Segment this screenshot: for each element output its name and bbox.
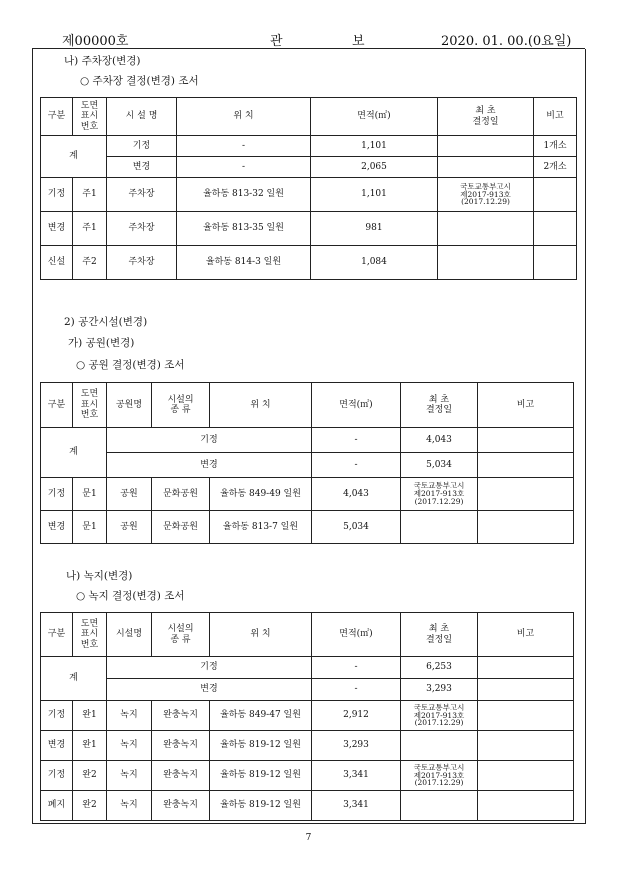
table-cell: 문화공원: [152, 511, 210, 544]
gazette-title-a: 관: [270, 34, 283, 49]
table-header-row: [41, 383, 574, 428]
table-cell: 주1: [73, 178, 107, 212]
total-cell: [438, 136, 534, 157]
table-cell: 2,912: [312, 701, 401, 731]
column-header: 면적(㎡): [311, 98, 438, 136]
table-cell: 율하동 819-12 일원: [210, 731, 312, 761]
column-header: 도면 표시 번호: [73, 383, 107, 428]
column-header: 도면 표시 번호: [73, 613, 107, 657]
table-cell: [534, 212, 577, 246]
table-cell: 변경: [41, 511, 73, 544]
total-row: [41, 428, 574, 453]
column-header: 도면 표시 번호: [73, 98, 107, 136]
total-row: [41, 453, 574, 478]
column-header: 비고: [534, 98, 577, 136]
table-header-row: [41, 98, 577, 136]
table-cell: 주2: [73, 246, 107, 280]
table-cell: [478, 761, 574, 791]
table-cell: 녹지: [107, 761, 152, 791]
table-cell: 변경: [41, 731, 73, 761]
total-cell: [438, 157, 534, 178]
parking-heading: 나) 주차장(변경): [64, 55, 141, 67]
park-heading: 가) 공원(변경): [68, 337, 135, 349]
table-cell: 율하동 813-7 일원: [210, 511, 312, 544]
table-cell: 완충녹지: [152, 761, 210, 791]
table-cell: 율하동 813-32 일원: [177, 178, 311, 212]
column-header: 면적(㎡): [312, 613, 401, 657]
table-cell: 율하동 849-47 일원: [210, 701, 312, 731]
table-cell: 3,341: [312, 791, 401, 821]
total-cell: 기정: [107, 428, 312, 453]
column-header: 공원명: [107, 383, 152, 428]
table-row: [41, 701, 574, 731]
table-cell: 공원: [107, 511, 152, 544]
column-header: 면적(㎡): [312, 383, 401, 428]
table-cell: 신설: [41, 246, 73, 280]
table-cell: 기정: [41, 701, 73, 731]
table-cell: 율하동 819-12 일원: [210, 761, 312, 791]
issue-date: 2020. 01. 00.(0요일): [441, 34, 572, 49]
total-cell: [478, 453, 574, 478]
total-cell: 5,034: [401, 453, 478, 478]
table-cell: 녹지: [107, 701, 152, 731]
table-cell: [478, 701, 574, 731]
total-cell: 2,065: [311, 157, 438, 178]
total-cell: -: [312, 428, 401, 453]
table-row: [41, 511, 574, 544]
table-cell: 국토교통부고시 제2017-913호 (2017.12.29): [438, 178, 534, 212]
page-number: 7: [305, 833, 312, 843]
table-cell: 5,034: [312, 511, 401, 544]
column-header: 비고: [478, 383, 574, 428]
column-header: 구분: [41, 613, 73, 657]
total-row: [41, 679, 574, 701]
column-header: 위 치: [177, 98, 311, 136]
table-row: [41, 246, 577, 280]
table-cell: [401, 731, 478, 761]
total-cell: 1,101: [311, 136, 438, 157]
table-cell: 완1: [73, 701, 107, 731]
table-cell: 율하동 849-49 일원: [210, 478, 312, 511]
table-cell: 변경: [41, 212, 73, 246]
total-label: 계: [41, 428, 107, 478]
table-cell: 국토교통부고시 제2017-913호 (2017.12.29): [401, 478, 478, 511]
total-cell: -: [312, 453, 401, 478]
gazette-title-b: 보: [352, 34, 365, 49]
table-cell: 완충녹지: [152, 701, 210, 731]
table-cell: 문1: [73, 478, 107, 511]
total-cell: 기정: [107, 657, 312, 679]
parking-subheading: ○ 주차장 결정(변경) 조서: [80, 75, 199, 87]
table-cell: 완2: [73, 791, 107, 821]
table-cell: [401, 791, 478, 821]
green-table: [40, 612, 574, 821]
table-row: [41, 791, 574, 821]
table-cell: [478, 791, 574, 821]
total-cell: 4,043: [401, 428, 478, 453]
green-subheading: ○ 녹지 결정(변경) 조서: [76, 590, 185, 602]
total-row: [41, 136, 577, 157]
table-cell: [478, 478, 574, 511]
table-cell: 주차장: [107, 178, 177, 212]
table-cell: 4,043: [312, 478, 401, 511]
table-cell: 1,101: [311, 178, 438, 212]
table-cell: [534, 178, 577, 212]
column-header: 최 초 결정일: [438, 98, 534, 136]
table-cell: [478, 511, 574, 544]
table-cell: 국토교통부고시 제2017-913호 (2017.12.29): [401, 701, 478, 731]
total-cell: 3,293: [401, 679, 478, 701]
total-row: [41, 657, 574, 679]
table-cell: 녹지: [107, 731, 152, 761]
table-row: [41, 761, 574, 791]
total-cell: [478, 657, 574, 679]
total-cell: -: [177, 136, 311, 157]
column-header: 최 초 결정일: [401, 613, 478, 657]
table-row: [41, 478, 574, 511]
table-row: [41, 731, 574, 761]
total-cell: [478, 679, 574, 701]
total-cell: 2개소: [534, 157, 577, 178]
table-cell: 완충녹지: [152, 731, 210, 761]
table-cell: 주차장: [107, 246, 177, 280]
total-cell: 기정: [107, 136, 177, 157]
total-cell: 변경: [107, 453, 312, 478]
table-cell: 1,084: [311, 246, 438, 280]
total-cell: 6,253: [401, 657, 478, 679]
table-cell: 문1: [73, 511, 107, 544]
table-cell: 주1: [73, 212, 107, 246]
table-cell: 981: [311, 212, 438, 246]
column-header: 위 치: [210, 383, 312, 428]
table-row: [41, 178, 577, 212]
total-cell: [478, 428, 574, 453]
table-cell: 폐지: [41, 791, 73, 821]
column-header: 시설의 종 류: [152, 613, 210, 657]
table-cell: 녹지: [107, 791, 152, 821]
table-cell: [438, 212, 534, 246]
column-header: 시설의 종 류: [152, 383, 210, 428]
column-header: 구분: [41, 383, 73, 428]
table-cell: 3,293: [312, 731, 401, 761]
park-subheading: ○ 공원 결정(변경) 조서: [76, 359, 185, 371]
issue-number: 제00000호: [62, 34, 129, 49]
space-heading: 2) 공간시설(변경): [64, 316, 148, 328]
table-row: [41, 212, 577, 246]
table-cell: 공원: [107, 478, 152, 511]
total-cell: -: [312, 679, 401, 701]
column-header: 위 치: [210, 613, 312, 657]
table-cell: 완2: [73, 761, 107, 791]
column-header: 구분: [41, 98, 73, 136]
table-cell: [478, 731, 574, 761]
total-cell: 1개소: [534, 136, 577, 157]
total-cell: 변경: [107, 679, 312, 701]
table-cell: 율하동 813-35 일원: [177, 212, 311, 246]
total-row: [41, 157, 577, 178]
table-cell: 3,341: [312, 761, 401, 791]
total-cell: 변경: [107, 157, 177, 178]
total-cell: -: [177, 157, 311, 178]
total-label: 계: [41, 657, 107, 701]
table-cell: 율하동 814-3 일원: [177, 246, 311, 280]
table-cell: 율하동 819-12 일원: [210, 791, 312, 821]
column-header: 시설명: [107, 613, 152, 657]
table-cell: [401, 511, 478, 544]
table-cell: [534, 246, 577, 280]
parking-table: [40, 97, 577, 280]
table-cell: 기정: [41, 478, 73, 511]
table-cell: 국토교통부고시 제2017-913호 (2017.12.29): [401, 761, 478, 791]
column-header: 비고: [478, 613, 574, 657]
table-cell: 기정: [41, 178, 73, 212]
table-cell: 기정: [41, 761, 73, 791]
park-table: [40, 382, 574, 544]
table-cell: 주차장: [107, 212, 177, 246]
table-cell: [438, 246, 534, 280]
table-cell: 문화공원: [152, 478, 210, 511]
table-cell: 완1: [73, 731, 107, 761]
total-cell: -: [312, 657, 401, 679]
column-header: 최 초 결정일: [401, 383, 478, 428]
total-label: 계: [41, 136, 107, 178]
green-heading: 나) 녹지(변경): [66, 570, 133, 582]
table-header-row: [41, 613, 574, 657]
table-cell: 완충녹지: [152, 791, 210, 821]
column-header: 시 설 명: [107, 98, 177, 136]
